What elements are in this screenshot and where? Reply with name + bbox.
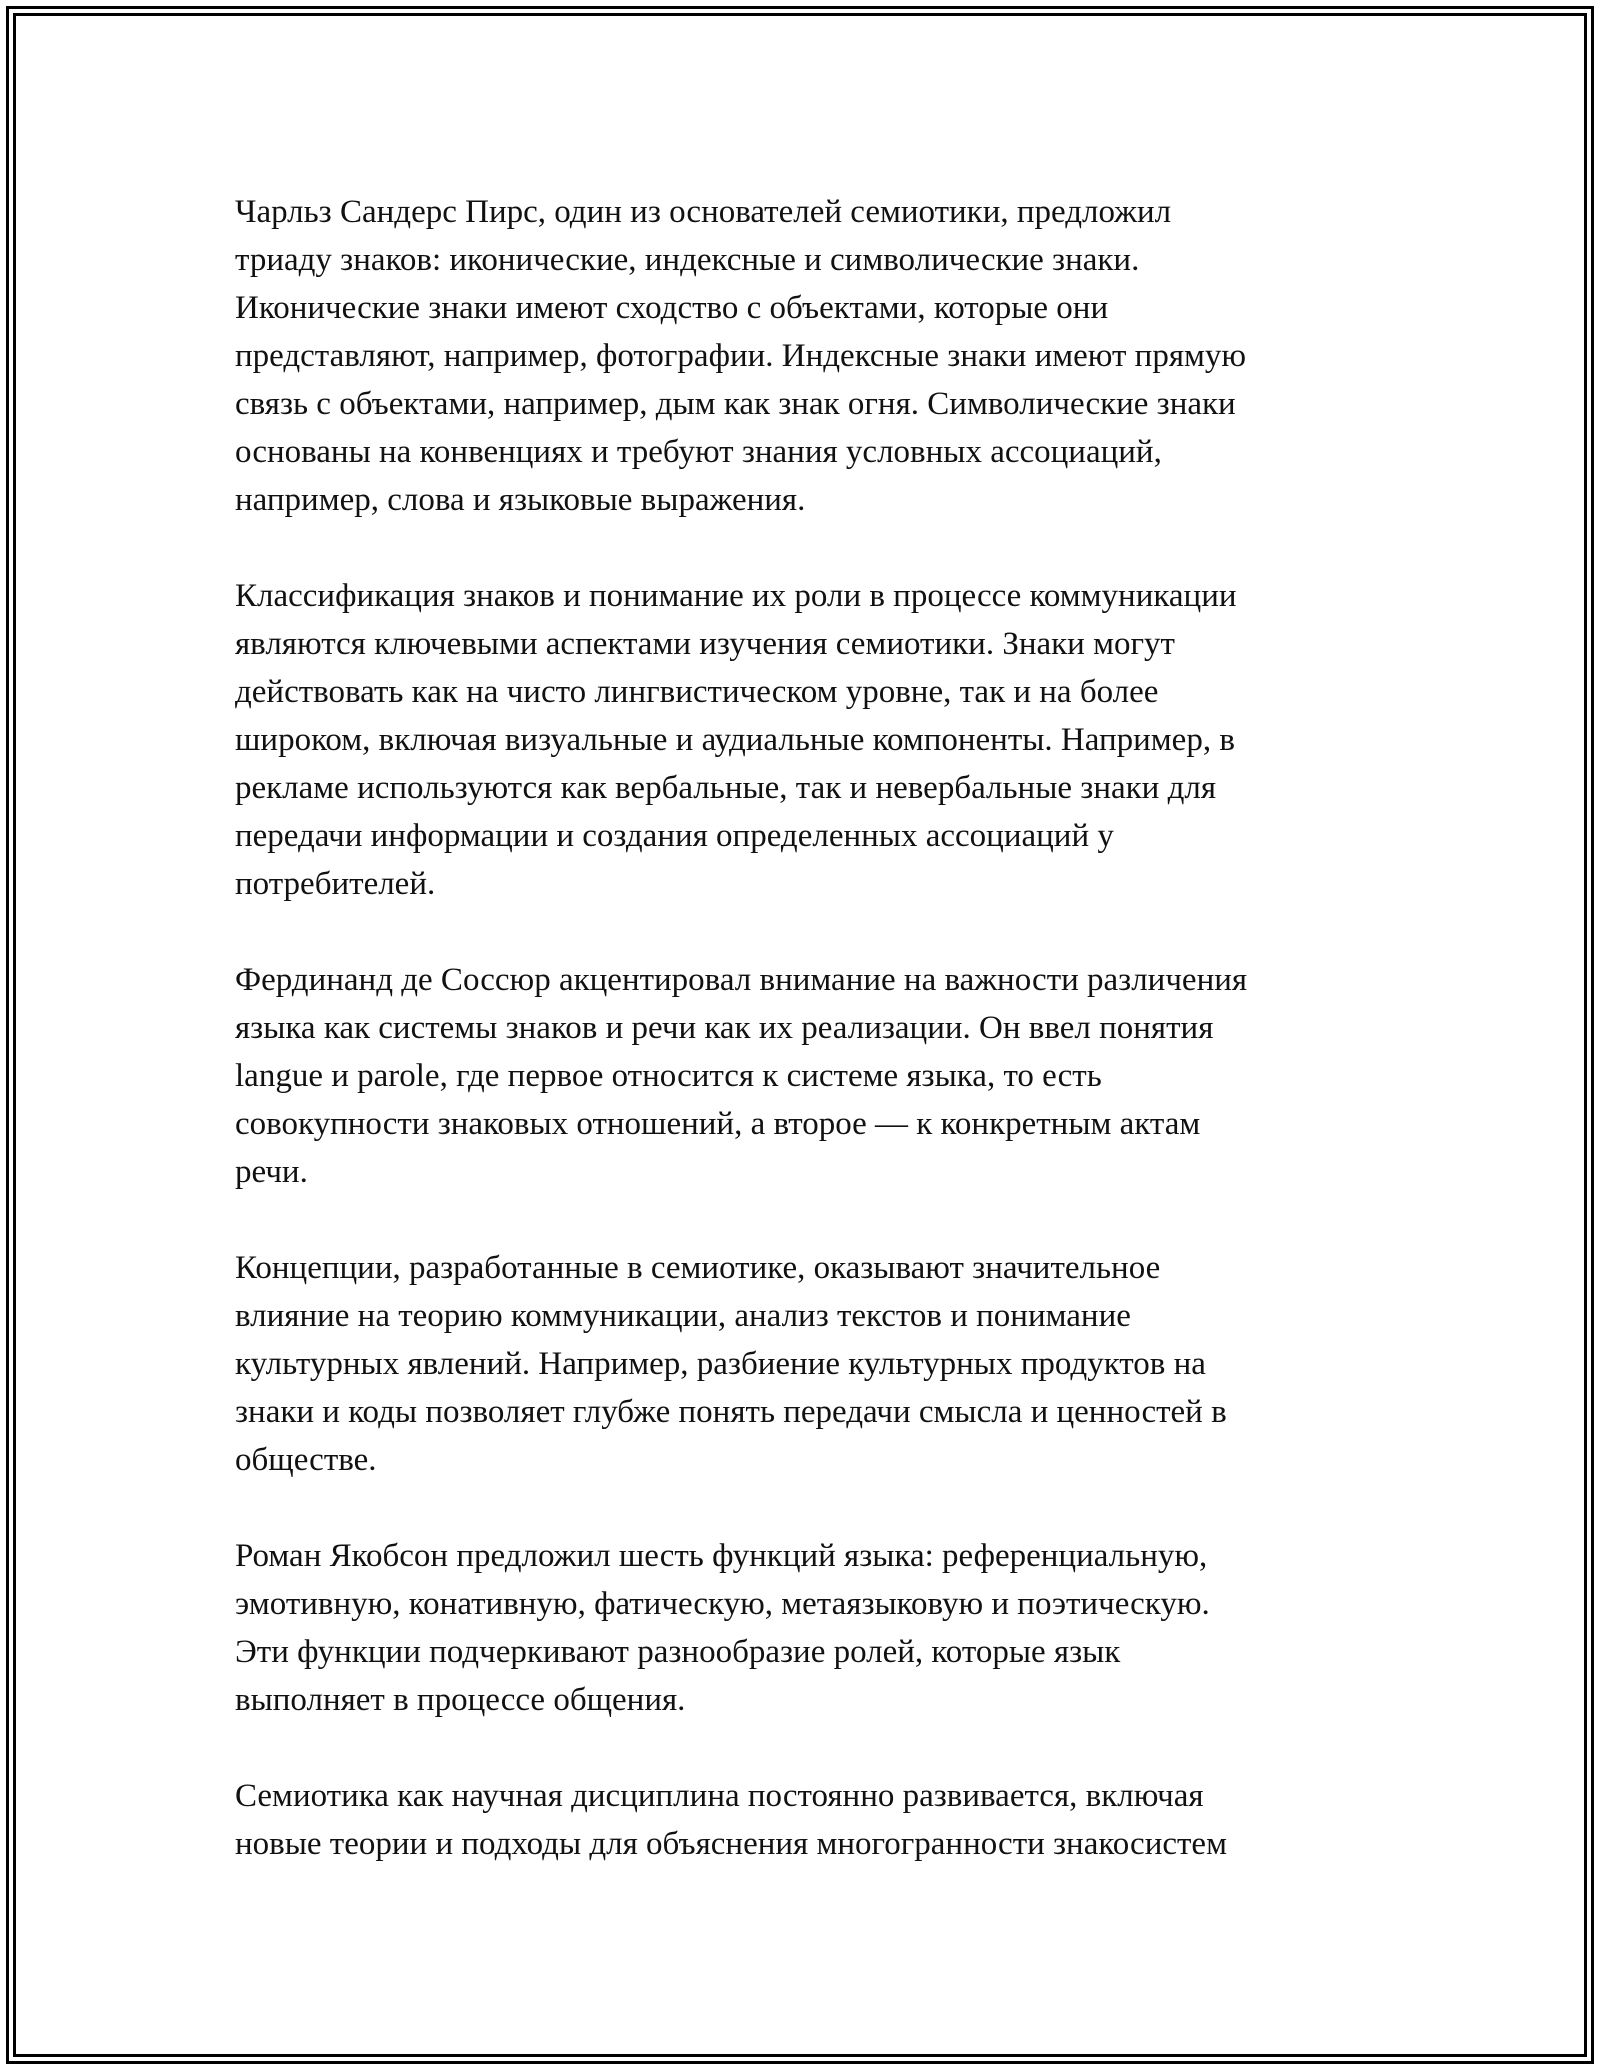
- text-line: Классификация знаков и понимание их роли в процессе коммуникации: [235, 578, 1237, 614]
- text-line: Концепции, разработанные в семиотике, оказывают значительное: [235, 1250, 1161, 1286]
- text-line: Семиотика как научная дисциплина постоянно развивается, включая: [235, 1778, 1204, 1814]
- text-line: триаду знаков: иконические, индексные и символические знаки.: [235, 242, 1140, 278]
- paragraph: [235, 572, 1395, 908]
- text-line: новые теории и подходы для объяснения многогранности знакосистем: [235, 1826, 1227, 1862]
- paragraph: [235, 1532, 1395, 1724]
- text-line: представляют, например, фотографии. Индексные знаки имеют прямую: [235, 338, 1247, 374]
- paragraph: [235, 1244, 1395, 1484]
- text-line: передачи информации и создания определенных ассоциаций у: [235, 818, 1114, 854]
- text-line: совокупности знаковых отношений, а второе — к конкретным актам: [235, 1106, 1201, 1142]
- text-line: рекламе используются как вербальные, так и невербальные знаки для: [235, 770, 1217, 806]
- text-line: langue и parole, где первое относится к системе языка, то есть: [235, 1058, 1102, 1094]
- text-line: выполняет в процессе общения.: [235, 1682, 686, 1718]
- text-line: влияние на теорию коммуникации, анализ текстов и понимание: [235, 1298, 1131, 1334]
- paragraph: [235, 956, 1395, 1196]
- text-line: связь с объектами, например, дым как знак огня. Символические знаки: [235, 386, 1236, 422]
- paragraph: [235, 188, 1395, 524]
- text-line: Эти функции подчеркивают разнообразие ролей, которые язык: [235, 1634, 1121, 1670]
- text-line: обществе.: [235, 1442, 377, 1478]
- text-line: Роман Якобсон предложил шесть функций языка: референциальную,: [235, 1538, 1208, 1574]
- text-line: эмотивную, конативную, фатическую, метаязыковую и поэтическую.: [235, 1586, 1210, 1622]
- text-line: Фердинанд де Соссюр акцентировал внимание на важности различения: [235, 962, 1248, 998]
- text-line: Чарльз Сандерс Пирс, один из основателей семиотики, предложил: [235, 194, 1172, 230]
- text-line: широком, включая визуальные и аудиальные компоненты. Например, в: [235, 722, 1235, 758]
- text-line: культурных явлений. Например, разбиение культурных продуктов на: [235, 1346, 1206, 1382]
- text-line: действовать как на чисто лингвистическом уровне, так и на более: [235, 674, 1159, 710]
- text-line: знаки и коды позволяет глубже понять передачи смысла и ценностей в: [235, 1394, 1227, 1430]
- text-line: Иконические знаки имеют сходство с объектами, которые они: [235, 290, 1109, 326]
- text-line: являются ключевыми аспектами изучения семиотики. Знаки могут: [235, 626, 1175, 662]
- paragraph: [235, 1772, 1395, 1868]
- text-line: речи.: [235, 1154, 308, 1190]
- document-body: [235, 188, 1395, 1916]
- text-line: основаны на конвенциях и требуют знания условных ассоциаций,: [235, 434, 1162, 470]
- text-line: например, слова и языковые выражения.: [235, 482, 806, 518]
- text-line: потребителей.: [235, 866, 436, 902]
- text-line: языка как системы знаков и речи как их реализации. Он ввел понятия: [235, 1010, 1214, 1046]
